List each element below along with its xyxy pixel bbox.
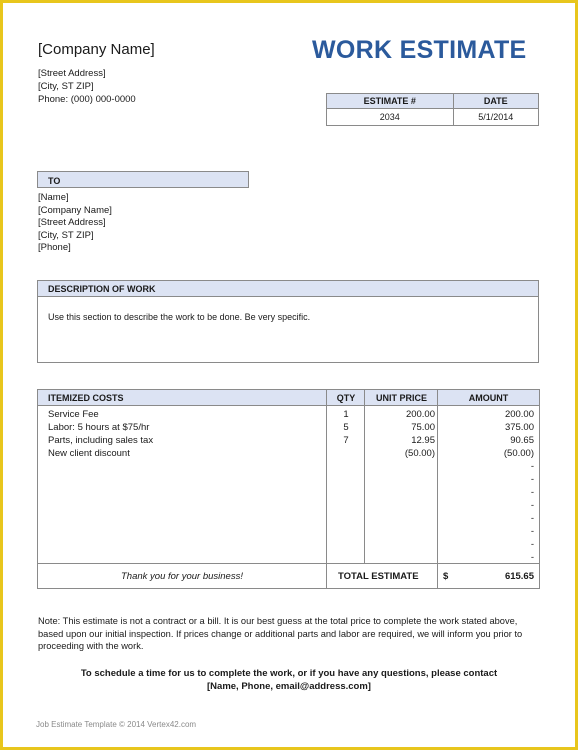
item-qty[interactable]: [327, 460, 365, 473]
item-amount[interactable]: 375.00: [504, 422, 534, 433]
item-amount[interactable]: 200.00: [504, 409, 534, 420]
item-description[interactable]: Labor: 5 hours at $75/hr: [48, 422, 150, 433]
to-company[interactable]: [Company Name]: [38, 205, 112, 216]
thank-you-message: Thank you for your business!: [121, 571, 243, 582]
estimate-number-value[interactable]: 2034: [327, 109, 454, 126]
amount-header: AMOUNT: [438, 390, 539, 406]
estimate-info-table: [326, 93, 539, 126]
item-amount[interactable]: -: [530, 539, 534, 550]
item-amount[interactable]: -: [530, 500, 534, 511]
item-description[interactable]: [48, 473, 318, 486]
estimate-note: Note: This estimate is not a contract or a bill. It is our best guess at the total price to complete the work stated above, based upon our initial inspection. If prices change or additional parts and labor are required, we will inform you prior to proceeding with the work.: [38, 616, 523, 651]
item-amount[interactable]: (50.00): [503, 448, 534, 459]
item-description[interactable]: Service Fee: [48, 409, 99, 420]
company-phone: Phone: (000) 000-0000: [38, 94, 136, 105]
total-value: 615.65: [504, 571, 534, 582]
item-description[interactable]: [48, 486, 318, 499]
item-unit-price[interactable]: 200.00: [405, 409, 435, 420]
item-amount[interactable]: -: [530, 552, 534, 563]
item-qty[interactable]: [327, 538, 365, 551]
item-unit-price[interactable]: [365, 486, 435, 499]
contact-details: [Name, Phone, email@address.com]: [207, 681, 371, 692]
item-description[interactable]: New client discount: [48, 448, 130, 459]
to-header: TO: [37, 171, 249, 188]
contact-instructions: [38, 667, 540, 693]
item-unit-price[interactable]: [365, 473, 435, 486]
footer-credit: Job Estimate Template © 2014 Vertex42.com: [36, 720, 197, 729]
item-description[interactable]: Parts, including sales tax: [48, 435, 154, 446]
company-street: [Street Address]: [38, 68, 106, 79]
description-header: DESCRIPTION OF WORK: [38, 281, 538, 297]
item-qty[interactable]: [327, 512, 365, 525]
contact-line: To schedule a time for us to complete the work, or if you have any questions, please contact: [80, 668, 498, 679]
item-qty[interactable]: [327, 447, 365, 460]
qty-header: QTY: [327, 390, 365, 406]
item-unit-price[interactable]: [365, 525, 435, 538]
item-amount[interactable]: -: [530, 474, 534, 485]
to-phone[interactable]: [Phone]: [38, 242, 71, 253]
item-unit-price[interactable]: (50.00): [404, 448, 435, 459]
total-label: TOTAL ESTIMATE: [338, 571, 419, 582]
item-unit-price[interactable]: 12.95: [411, 435, 435, 446]
to-city[interactable]: [City, ST ZIP]: [38, 230, 94, 241]
item-amount[interactable]: -: [530, 487, 534, 498]
item-amount[interactable]: -: [530, 526, 534, 537]
to-street[interactable]: [Street Address]: [38, 217, 106, 228]
total-row-divider: [38, 563, 539, 564]
item-qty[interactable]: [327, 473, 365, 486]
description-section: [37, 280, 539, 363]
item-amount[interactable]: -: [530, 461, 534, 472]
item-amount[interactable]: 90.65: [510, 435, 534, 446]
page-title: WORK ESTIMATE: [312, 36, 527, 64]
company-name: [Company Name]: [38, 41, 155, 58]
item-unit-price[interactable]: [365, 499, 435, 512]
item-amount[interactable]: -: [530, 513, 534, 524]
description-text[interactable]: Use this section to describe the work to be done. Be very specific.: [48, 312, 311, 322]
item-unit-price[interactable]: [365, 460, 435, 473]
item-description[interactable]: [48, 460, 318, 473]
itemized-costs-table: [37, 389, 540, 589]
item-qty[interactable]: [327, 499, 365, 512]
unit-price-header: UNIT PRICE: [365, 390, 438, 406]
itemized-costs-header: ITEMIZED COSTS: [38, 390, 327, 406]
item-qty[interactable]: 7: [343, 435, 349, 446]
item-qty[interactable]: [327, 486, 365, 499]
item-description[interactable]: [48, 512, 318, 525]
date-header: DATE: [453, 94, 539, 109]
item-qty[interactable]: 5: [343, 422, 349, 433]
to-name[interactable]: [Name]: [38, 192, 69, 203]
item-description[interactable]: [48, 499, 318, 512]
item-unit-price[interactable]: 75.00: [411, 422, 435, 433]
date-value[interactable]: 5/1/2014: [453, 109, 539, 126]
company-city: [City, ST ZIP]: [38, 81, 94, 92]
item-qty[interactable]: 1: [343, 409, 349, 420]
item-qty[interactable]: [327, 525, 365, 538]
item-unit-price[interactable]: [365, 512, 435, 525]
item-description[interactable]: [48, 538, 318, 551]
estimate-number-header: ESTIMATE #: [327, 94, 454, 109]
item-unit-price[interactable]: [365, 538, 435, 551]
currency-symbol: $: [443, 571, 449, 582]
item-description[interactable]: [48, 525, 318, 538]
